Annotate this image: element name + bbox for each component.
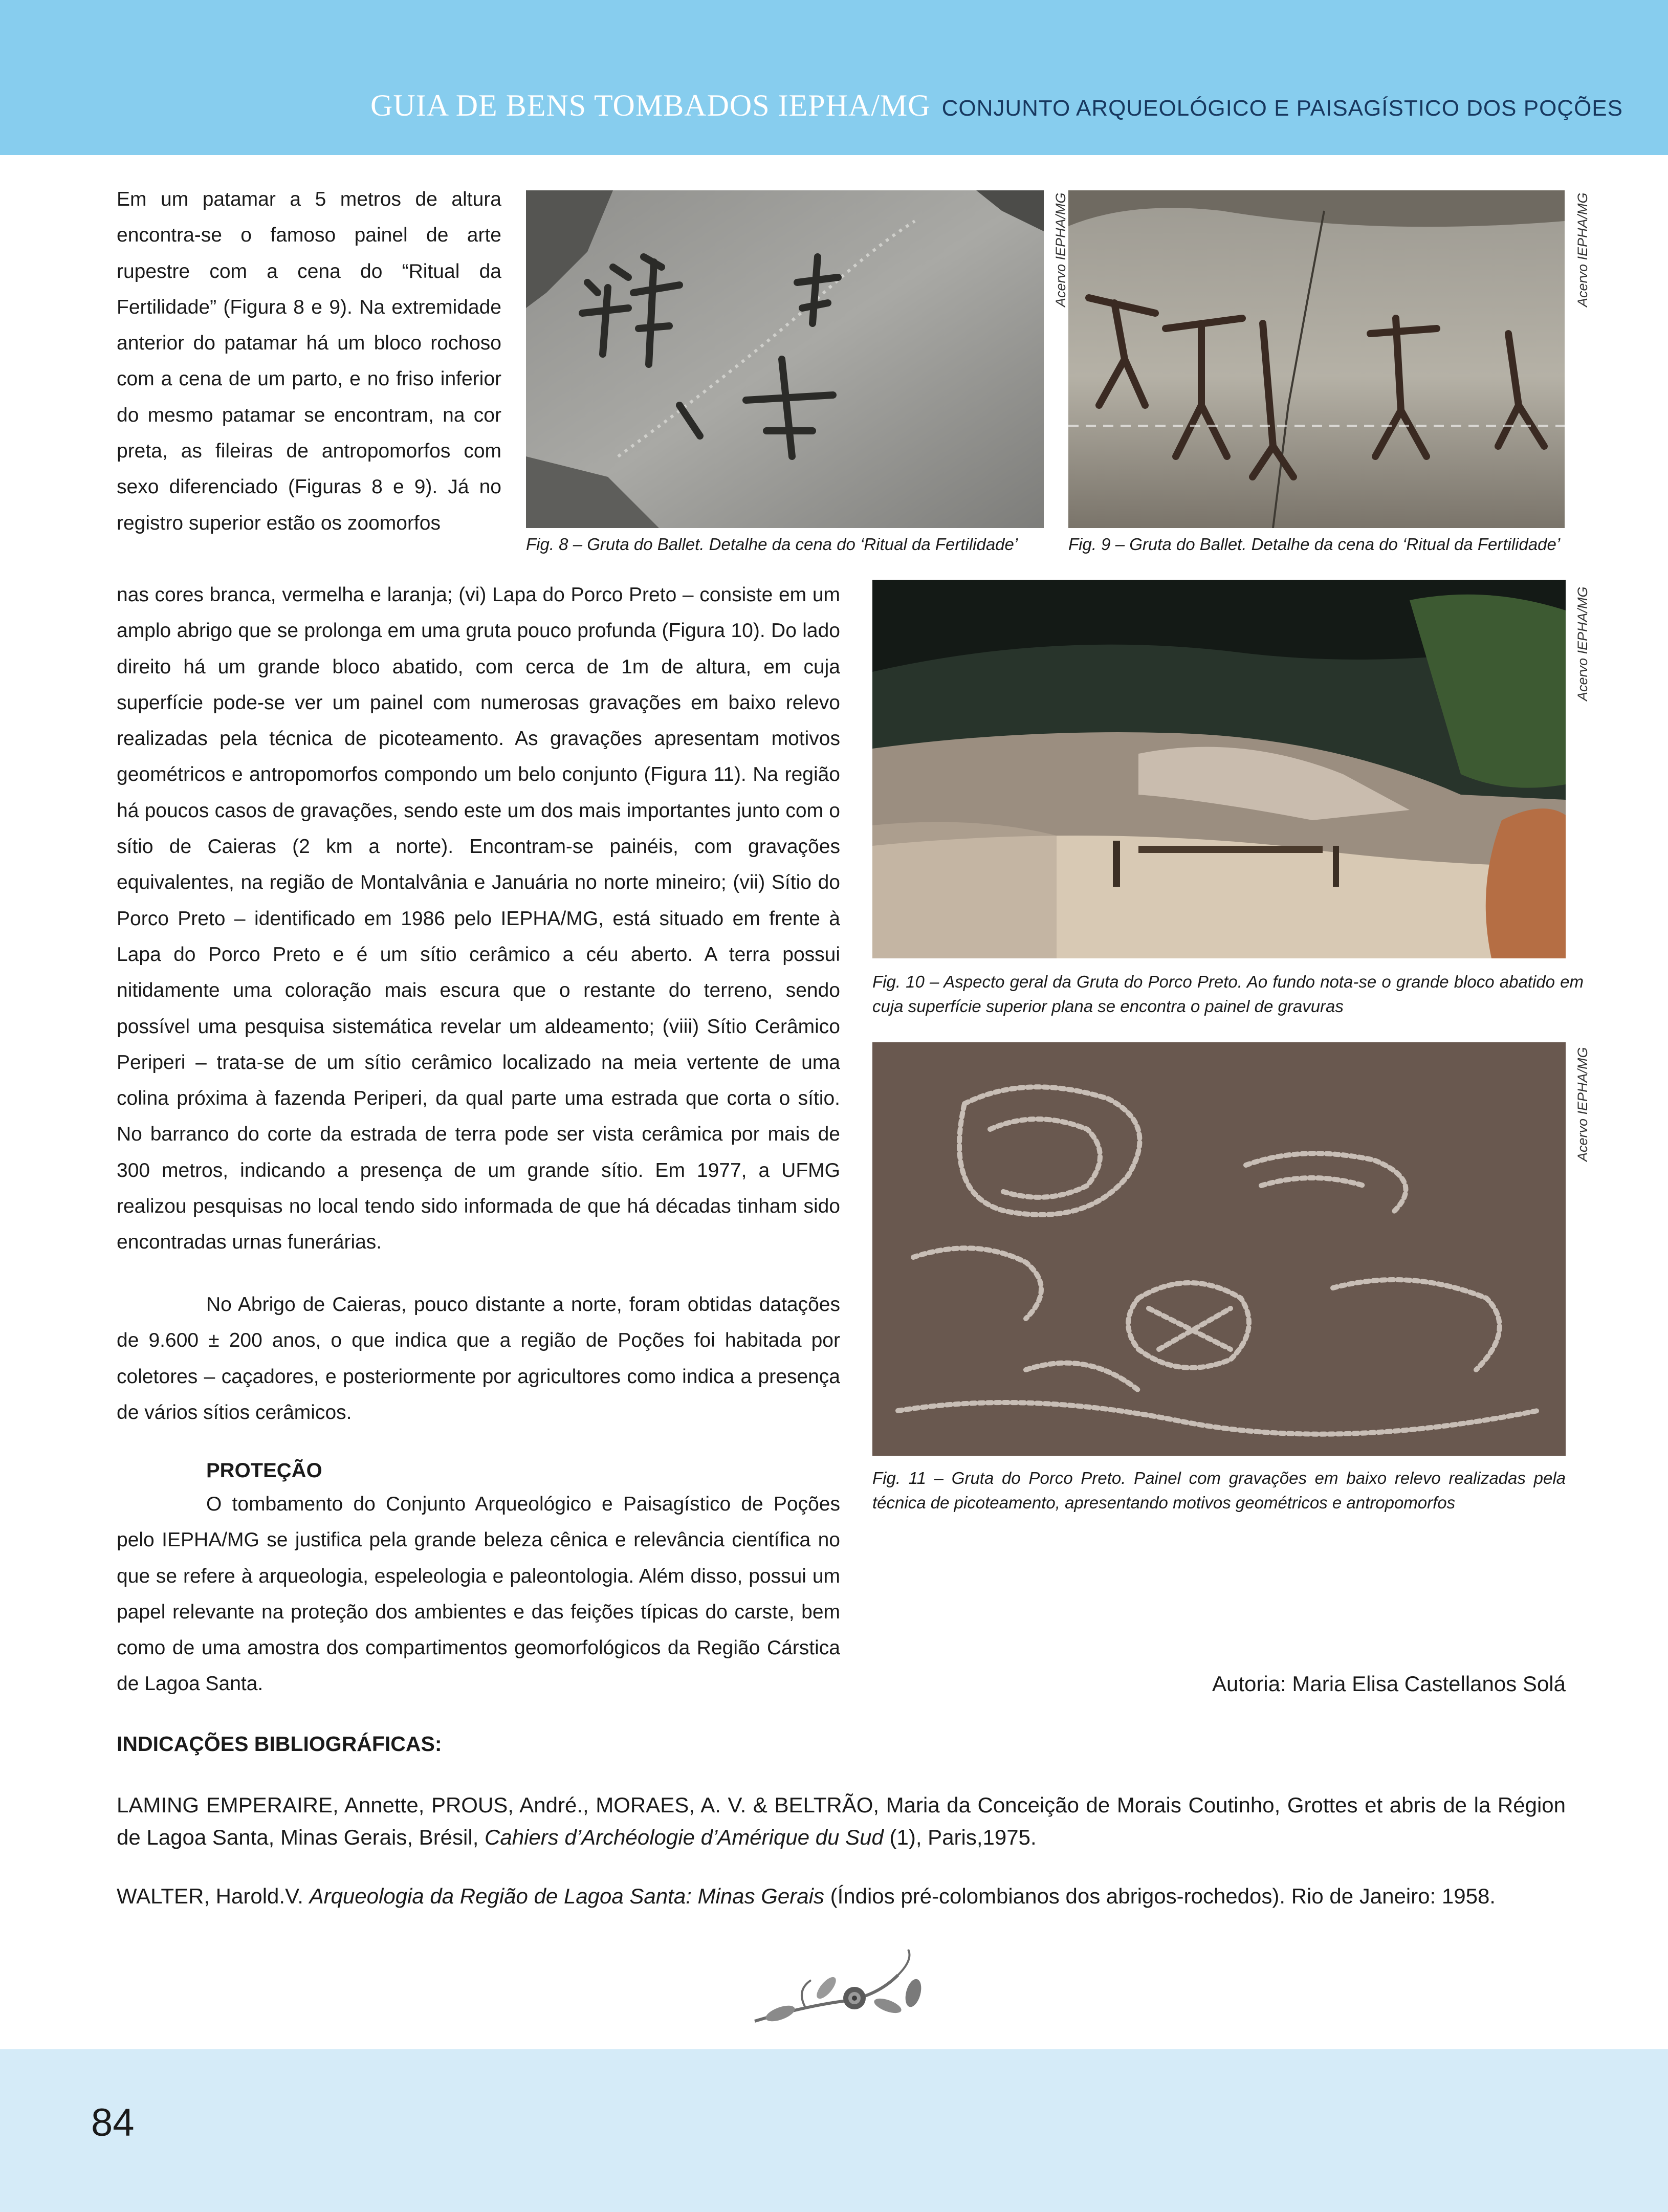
figure-9-caption: Fig. 9 – Gruta do Ballet. Detalhe da cena do ‘Ritual da Fertilidade’ [1068, 535, 1561, 554]
author-credit: Autoria: Maria Elisa Castellanos Solá [1212, 1672, 1566, 1696]
figure-11-caption: Fig. 11 – Gruta do Porco Preto. Painel com gravações em baixo relevo realizadas pela técnica de picoteamento, apresentando motivos geométricos e antropomorfos [872, 1469, 1566, 1512]
section-subtitle: CONJUNTO ARQUEOLÓGICO E PAISAGÍSTICO DOS POÇÕES [941, 96, 1623, 121]
figure-10-photo [872, 580, 1566, 958]
figure-10-caption: Fig. 10 – Aspecto geral da Gruta do Porco Preto. Ao fundo nota-se o grande bloco abatido em cuja superfície superior plana se encontra o painel de gravuras [872, 972, 1584, 1016]
figure-8-photo [526, 190, 1044, 528]
bibliography-entry-title: Arqueologia da Região de Lagoa Santa: Minas Gerais [309, 1884, 824, 1908]
running-header [370, 88, 1623, 123]
figure-11-credit: Acervo IEPHA/MG [1575, 1047, 1590, 1162]
bibliography-entry-text: (1), Paris,1975. [883, 1825, 1037, 1849]
guide-title: GUIA DE BENS TOMBADOS IEPHA/MG [370, 89, 931, 122]
figure-8-credit: Acervo IEPHA/MG [1053, 192, 1068, 307]
bibliography-heading: INDICAÇÕES BIBLIOGRÁFICAS: [117, 1732, 442, 1756]
section-heading-protecao: PROTEÇÃO [206, 1459, 322, 1482]
body-paragraph-protecao: O tombamento do Conjunto Arqueológico e Paisagístico de Poções pelo IEPHA/MG se justifica pela grande beleza cênica e relevância científica no que se refere à arqueologia, espeleologia e paleontologia. Além disso, possui um papel relevante na proteção dos ambientes e das feições típicas do carste, bem como de uma amostra dos compartimentos geomorfológicos da Região Cárstica de Lagoa Santa. [117, 1493, 840, 1695]
bibliography-entry [117, 1789, 1566, 1853]
bibliography-entry-text: WALTER, Harold.V. [117, 1884, 310, 1908]
body-paragraph-caieras: No Abrigo de Caieras, pouco distante a norte, foram obtidas datações de 9.600 ± 200 anos, o que indica que a região de Poções foi habitada por coletores – caçadores, e posteriormente por agricultores como indica a presença de vários sítios cerâmicos. [117, 1294, 840, 1423]
rose-ornament-icon [744, 1944, 939, 2039]
footer-band [0, 2049, 1668, 2212]
body-paragraph-narrow: Em um patamar a 5 metros de altura encontra-se o famoso painel de arte rupestre com a cena do “Ritual da Fertilidade” (Figura 8 e 9). Na extremidade anterior do patamar há um bloco rochoso com a cena de um parto, e no friso inferior do mesmo patamar se encontram, na cor preta, as fileiras de antropomorfos com sexo diferenciado (Figuras 8 e 9). Já no registro superior estão os zoomorfos [117, 188, 501, 534]
bibliography-entry-title: Cahiers d’Archéologie d’Amérique du Sud [485, 1825, 884, 1849]
figure-8-caption: Fig. 8 – Gruta do Ballet. Detalhe da cena do ‘Ritual da Fertilidade’ [526, 535, 1018, 554]
figure-9-photo [1068, 190, 1565, 528]
page-number: 84 [91, 2101, 135, 2144]
bibliography-entry-text: (Índios pré-colombianos dos abrigos-rochedos). Rio de Janeiro: 1958. [824, 1884, 1496, 1908]
body-paragraph-wide: nas cores branca, vermelha e laranja; (vi) Lapa do Porco Preto – consiste em um amplo abrigo que se prolonga em uma gruta pouco profunda (Figura 10). Do lado direito há um grande bloco abatido, com cerca de 1m de altura, em cuja superfície pode-se ver um painel com numerosas gravações em baixo relevo realizadas pela técnica de picoteamento. As gravações apresentam motivos geométricos e antropomorfos compondo um belo conjunto (Figura 11). Na região há poucos casos de gravações, sendo este um dos mais importantes junto com o sítio de Caieras (2 km a norte). Encontram-se painéis, com gravações equivalentes, na região de Montalvânia e Januária no norte mineiro; (vii) Sítio do Porco Preto – identificado em 1986 pelo IEPHA/MG, está situado em frente à Lapa do Porco Preto e é um sítio cerâmico a céu aberto. A terra possui nitidamente uma coloração mais escura que o restante do terreno, sendo possível uma pesquisa sistemática revelar um aldeamento; (viii) Sítio Cerâmico Periperi – trata-se de um sítio cerâmico localizado na meia vertente de uma colina próxima à fazenda Periperi, da qual parte uma estrada que corta o sítio. No barranco do corte da estrada de terra pode ser vista cerâmica por mais de 300 metros, indicando a presença de um grande sítio. Em 1977, a UFMG realizou pesquisas no local tendo sido informada de que há décadas tinham sido encontradas urnas funerárias. [117, 584, 840, 1254]
bibliography-entry-text: LAMING EMPERAIRE, Annette, PROUS, André., MORAES, A. V. & BELTRÃO, Maria da Conceição de Morais Coutinho, Grottes et abris de la Région de Lagoa Santa, Minas Gerais, Brésil, [117, 1793, 1566, 1849]
figure-11-photo [872, 1042, 1566, 1456]
bibliography-entry [117, 1880, 1566, 1912]
figure-10-credit: Acervo IEPHA/MG [1575, 586, 1590, 701]
header-band [0, 0, 1668, 155]
figure-9-credit: Acervo IEPHA/MG [1575, 192, 1590, 307]
